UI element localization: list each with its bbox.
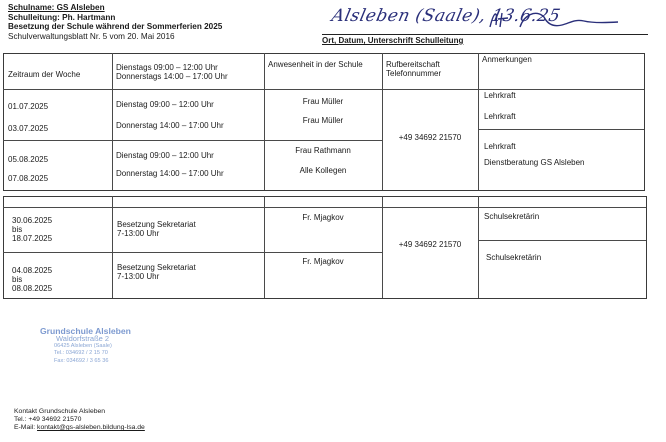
header-period: Zeitraum der Woche — [8, 70, 81, 79]
row-date-from: 30.06.2025 — [12, 216, 53, 225]
header-phone-line2: Telefonnummer — [386, 69, 442, 78]
row-divider — [3, 252, 383, 253]
row-date: 03.07.2025 — [8, 124, 49, 133]
col-divider — [264, 196, 265, 298]
reference-line: Schulverwaltungsblatt Nr. 5 vom 20. Mai 2016 — [8, 31, 175, 41]
row-time: Dienstag 09:00 – 12:00 Uhr — [116, 100, 214, 109]
col-divider — [382, 53, 383, 190]
phone-number: +49 34692 21570 — [398, 133, 462, 142]
row-task-time: 7-13:00 Uhr — [117, 272, 160, 281]
stamp-city: 06425 Alsleben (Saale) — [54, 342, 112, 349]
row-date: 07.08.2025 — [8, 174, 49, 183]
col-divider — [478, 53, 479, 190]
header-phone-line1: Rufbereitschaft — [386, 60, 440, 69]
contact-footer — [14, 408, 145, 433]
footer-email-link[interactable]: kontakt@gs-alsleben.bildung-lsa.de — [37, 424, 145, 432]
row-divider — [3, 207, 646, 208]
secretariat-table — [3, 196, 647, 299]
row-person: Fr. Mjagkov — [302, 213, 344, 222]
footer-email-line — [14, 424, 145, 432]
footer-email-label: E-Mail: — [14, 424, 38, 432]
row-note: Lehrkraft — [484, 112, 516, 121]
row-person: Frau Müller — [302, 97, 344, 106]
row-date-to: 08.08.2025 — [12, 284, 53, 293]
col-divider — [112, 196, 113, 298]
footer-contact: Kontakt Grundschule Alsleben — [14, 408, 106, 415]
row-date: 05.08.2025 — [8, 155, 49, 164]
row-divider — [3, 89, 644, 90]
row-person: Alle Kollegen — [299, 166, 347, 175]
col-divider — [112, 53, 113, 190]
row-person: Frau Müller — [302, 116, 344, 125]
row-bis: bis — [12, 225, 23, 234]
school-name: Schulname: GS Alsleben — [8, 3, 105, 12]
row-note: Lehrkraft — [484, 142, 516, 151]
header-days-line1: Dienstags 09:00 – 12:00 Uhr — [116, 63, 218, 72]
header-days-line2: Donnerstags 14:00 – 17:00 Uhr — [116, 72, 228, 81]
row-time: Donnerstag 14:00 – 17:00 Uhr — [116, 169, 224, 178]
row-task: Besetzung Sekretariat — [117, 263, 196, 272]
row-task: Besetzung Sekretariat — [117, 220, 196, 229]
stamp-fax: Fax: 034692 / 3 65 36 — [54, 357, 109, 364]
col-divider — [478, 196, 479, 298]
document-header — [8, 3, 222, 41]
header-presence: Anwesenheit in der Schule — [268, 60, 363, 69]
row-date: 01.07.2025 — [8, 102, 49, 111]
signature-scribble — [322, 5, 648, 33]
row-divider — [478, 129, 644, 130]
row-note: Lehrkraft — [484, 91, 516, 100]
row-bis: bis — [12, 275, 23, 284]
row-divider — [3, 140, 383, 141]
row-time: Dienstag 09:00 – 12:00 Uhr — [116, 151, 214, 160]
row-note: Dienstberatung GS Alsleben — [484, 158, 585, 167]
stamp-street: Waldorfstraße 2 — [56, 334, 110, 344]
row-date-from: 04.08.2025 — [12, 266, 53, 275]
document-title: Besetzung der Schule während der Sommerferien 2025 — [8, 22, 223, 32]
row-note: Schulsekretärin — [484, 212, 540, 221]
footer-tel: Tel.: +49 34692 21570 — [14, 416, 82, 424]
school-stamp — [40, 328, 131, 365]
signature-caption: Ort, Datum, Unterschrift Schulleitung — [322, 34, 648, 45]
row-note: Schulsekretärin — [486, 253, 542, 262]
principal: Schulleitung: Ph. Hartmann — [8, 12, 116, 22]
header-notes: Anmerkungen — [482, 55, 532, 64]
row-person: Frau Rathmann — [295, 146, 351, 155]
row-divider — [478, 240, 646, 241]
stamp-name: Grundschule Alsleben — [40, 326, 131, 336]
row-person: Fr. Mjagkov — [302, 257, 344, 266]
phone-number: +49 34692 21570 — [398, 240, 462, 249]
row-date-to: 18.07.2025 — [12, 234, 53, 243]
handwritten-signature: Alsleben (Saale), 13.6.25 — [329, 6, 563, 26]
row-task-time: 7-13:00 Uhr — [117, 229, 160, 238]
stamp-tel: Tel.: 034692 / 2 15 70 — [54, 350, 108, 357]
row-time: Donnerstag 14:00 – 17:00 Uhr — [116, 121, 224, 130]
